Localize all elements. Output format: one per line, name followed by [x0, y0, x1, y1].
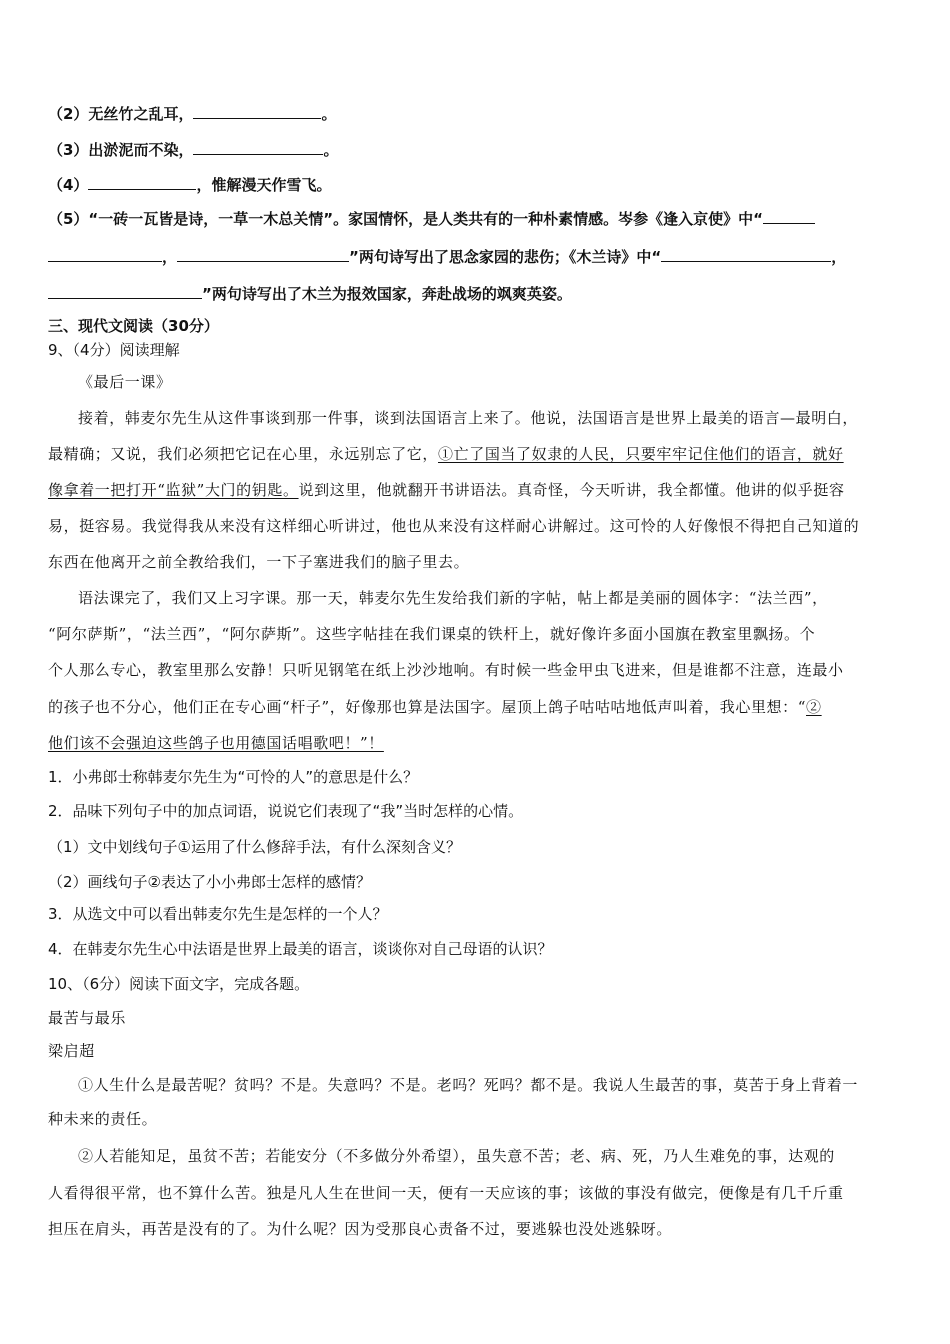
q8-item-2	[48, 102, 336, 124]
q8-item-5-text-2: ”两句诗写出了思念家园的悲伤；《木兰诗》中“	[349, 248, 662, 266]
q8-item-5-sep-2: ，	[831, 248, 847, 266]
q8-item-5-line-1	[48, 207, 815, 229]
underlined-sentence-2-marker: ②	[806, 698, 822, 716]
q8-item-2-end: 。	[321, 105, 337, 123]
q9-para-1-text-2: 说到这里，他就翻开书讲语法。真奇怪，今天听讲，我全都懂。他讲的似乎挺容	[298, 481, 845, 499]
answer-blank[interactable]	[763, 207, 815, 224]
q9-para-2-line-3: 个人那么专心，教室里那么安静！只听见钢笔在纸上沙沙地响。有时候一些金甲虫飞进来，但是谁都不注意，连最小	[48, 661, 844, 679]
q8-item-3	[48, 138, 338, 160]
q8-item-3-end: 。	[323, 141, 339, 159]
q9-para-1-line-1: 接着，韩麦尔先生从这件事谈到那一件事，谈到法国语言上来了。他说，法国语言是世界上最美的语言—最明白，	[78, 409, 859, 427]
q9-para-2-line-4	[48, 697, 822, 717]
q9-question-4: 4．在韩麦尔先生心中法语是世界上最美的语言，谈谈你对自己母语的认识？	[48, 940, 553, 958]
underlined-sentence-2: 他们该不会强迫这些鸽子也用德国话唱歌吧！”！	[48, 734, 384, 752]
answer-blank[interactable]	[177, 245, 349, 262]
q9-question-2-2: （2）画线句子②表达了小小弗郎士怎样的感情？	[48, 873, 371, 891]
q9-question-2-1: （1）文中划线句子①运用了什么修辞手法，有什么深刻含义？	[48, 838, 461, 856]
answer-blank[interactable]	[48, 282, 202, 299]
q8-item-5-sep: ，	[162, 248, 178, 266]
q8-item-2-text: （2）无丝竹之乱耳，	[48, 105, 194, 123]
q9-para-2-text: 的孩子也不分心，他们正在专心画“杆子”，好像那也算是法国字。屋顶上鸽子咕咕咕地低声叫着，我心里想：“	[48, 698, 807, 716]
q10-para-1-line-2: 种未来的责任。	[48, 1110, 158, 1128]
q8-item-5-text-3: ”两句诗写出了木兰为报效国家，奔赴战场的飒爽英姿。	[202, 285, 572, 303]
q10-author: 梁启超	[48, 1042, 95, 1060]
q9-para-1-line-2	[48, 444, 844, 464]
q9-passage-title: 《最后一课》	[78, 373, 172, 391]
q9-para-2-line-1: 语法课完了，我们又上习字课。那一天，韩麦尔先生发给我们新的字帖，帖上都是美丽的圆体字：“法兰西”，	[78, 589, 828, 607]
q9-para-1-text: 最精确；又说，我们必须把它记在心里，永远别忘了它，	[48, 445, 439, 463]
q10-para-1-line-1: ①人生什么是最苦呢？贫吗？不是。失意吗？不是。老吗？死吗？都不是。我说人生最苦的事，莫苦于身上背着一	[78, 1076, 859, 1094]
answer-blank[interactable]	[193, 102, 321, 119]
q10-passage-title: 最苦与最乐	[48, 1009, 127, 1027]
q8-item-5-line-2	[48, 245, 846, 267]
q10-para-2-line-2: 人看得很平常，也不算什么苦。独是凡人生在世间一天，便有一天应该的事；该做的事没有做完，便像是有几千斤重	[48, 1184, 844, 1202]
q9-question-3: 3．从选文中可以看出韩麦尔先生是怎样的一个人？	[48, 905, 388, 923]
answer-blank[interactable]	[193, 138, 323, 155]
q9-question-1: 1．小弗郎士称韩麦尔先生为“可怜的人”的意思是什么？	[48, 768, 419, 786]
q9-heading: 9、（4分）阅读理解	[48, 341, 180, 359]
q9-para-1-line-4: 易，挺容易。我觉得我从来没有这样细心听讲过，他也从来没有这样耐心讲解过。这可怜的人好像恨不得把自己知道的	[48, 517, 860, 535]
q9-para-2-line-2: “阿尔萨斯”，“法兰西”，“阿尔萨斯”。这些字帖挂在我们课桌的铁杆上，就好像许多面小国旗在教室里飘扬。个	[48, 625, 816, 643]
q10-heading: 10、（6分）阅读下面文字，完成各题。	[48, 975, 310, 993]
underlined-sentence-1-end: 像拿着一把打开“监狱”大门的钥匙。	[48, 481, 299, 499]
q9-para-1-line-3	[48, 480, 845, 500]
q8-item-5-text: （5）“一砖一瓦皆是诗，一草一木总关情”。家国情怀，是人类共有的一种朴素情感。岑参《逢入京使》中“	[48, 210, 764, 228]
q8-item-5-line-3	[48, 282, 572, 304]
answer-blank[interactable]	[661, 245, 831, 262]
q8-item-4-end: ，惟解漫天作雪飞。	[196, 176, 332, 194]
q8-item-3-text: （3）出淤泥而不染，	[48, 141, 194, 159]
q10-para-2-line-1: ②人若能知足，虽贫不苦；若能安分（不多做分外希望），虽失意不苦；老、病、死，乃人生难免的事，达观的	[78, 1147, 835, 1165]
q10-para-2-line-3: 担压在肩头，再苦是没有的了。为什么呢？因为受那良心责备不过，要逃躲也没处逃躲呀。	[48, 1220, 673, 1238]
q8-item-4-text: （4）	[48, 176, 89, 194]
q8-item-4	[48, 173, 331, 195]
answer-blank[interactable]	[48, 245, 162, 262]
section-3-title: 三、现代文阅读（30分）	[48, 317, 219, 335]
q9-para-2-line-5	[48, 733, 384, 753]
q9-question-2: 2．品味下列句子中的加点词语，说说它们表现了“我”当时怎样的心情。	[48, 802, 524, 820]
q9-para-1-line-5: 东西在他离开之前全教给我们，一下子塞进我们的脑子里去。	[48, 553, 470, 571]
answer-blank[interactable]	[88, 173, 196, 190]
underlined-sentence-1: ①亡了国当了奴隶的人民，只要牢牢记住他们的语言，就好	[438, 445, 844, 463]
